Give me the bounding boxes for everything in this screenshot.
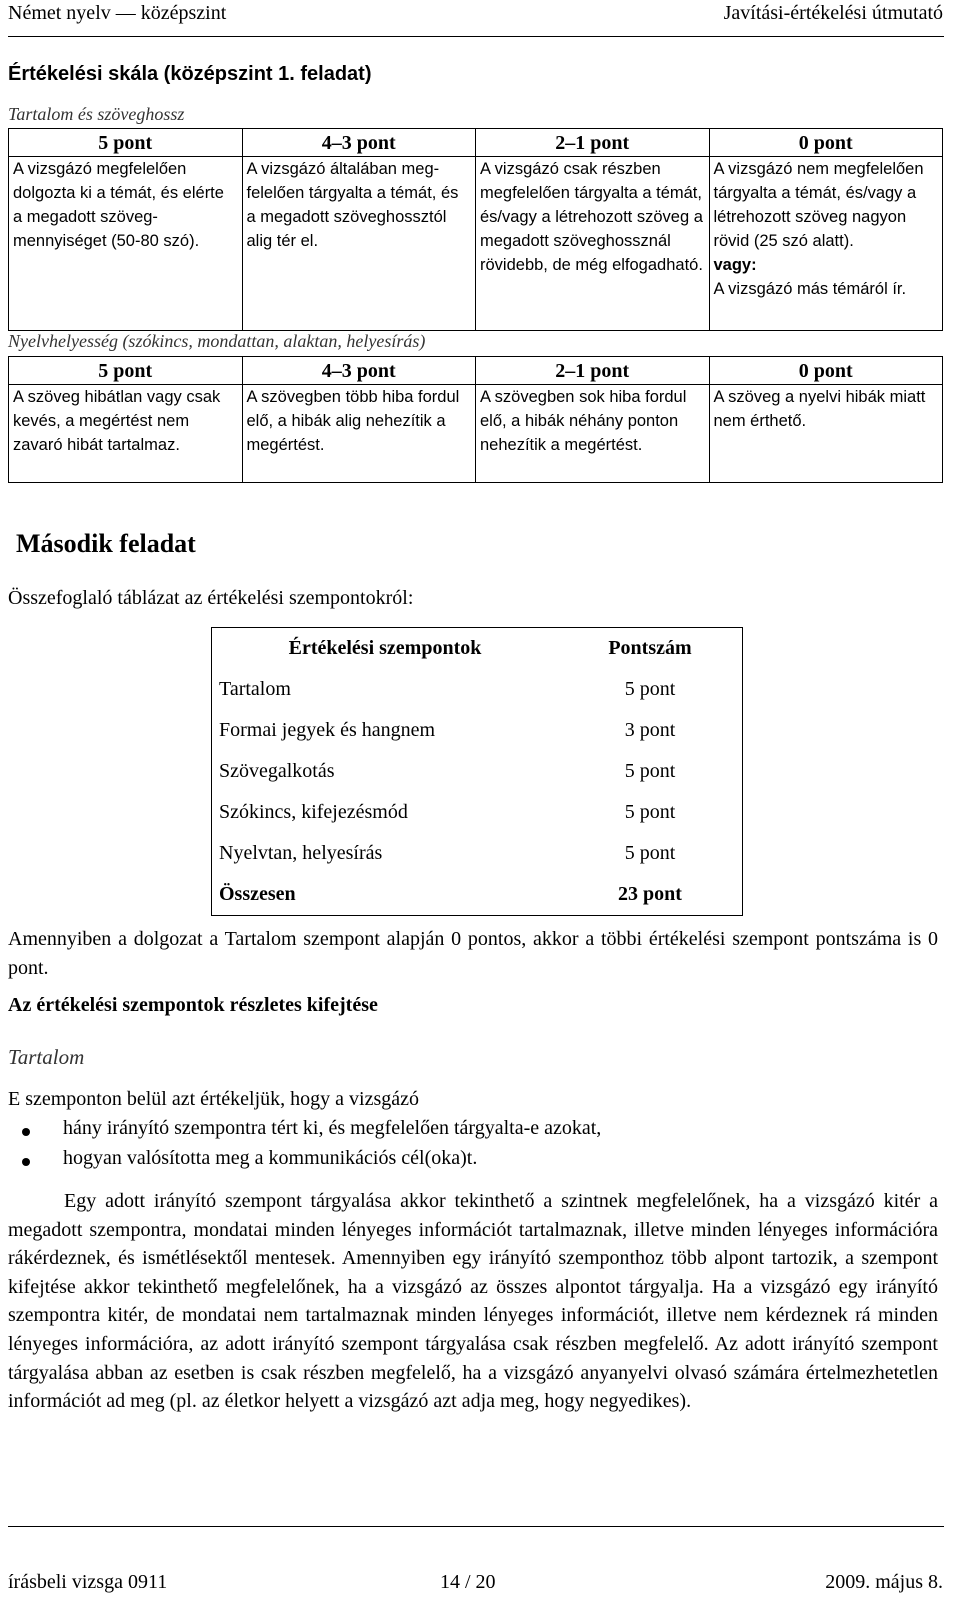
summary-total-points: 23 pont	[618, 883, 682, 905]
language-scale-body-row	[9, 385, 943, 483]
summary-row	[212, 710, 743, 751]
content-scale-table	[8, 128, 943, 331]
content-cell-2-1: A vizsgázó csak részben megfelelően tárgyalta a témát, és/vagy a létrehozott szöveg a megadott szöveghossznál rövidebb, de még elfogadható.	[476, 157, 710, 331]
scale-title: Értékelési skála (középszint 1. feladat)	[8, 63, 372, 85]
language-cell-5: A szöveg hibátlan vagy csak kevés, a megértést nem zavaró hibát tartalmaz.	[9, 385, 243, 483]
content-cell-0-extra: A vizsgázó más témáról ír.	[713, 280, 907, 298]
language-cell-2-1: A szövegben sok hiba fordul elő, a hibák néhány ponton nehezítik a megértést.	[476, 385, 710, 483]
bullet-icon	[22, 1128, 30, 1136]
summary-criterion: Szövegalkotás	[219, 760, 335, 782]
footer-date: 2009. május 8.	[825, 1571, 943, 1593]
summary-total-row	[212, 874, 743, 916]
content-scale-body-row	[9, 157, 943, 331]
summary-header-row	[212, 628, 743, 670]
content-cell-0-or: vagy:	[713, 256, 757, 274]
summary-row	[212, 669, 743, 710]
summary-points: 3 pont	[624, 719, 676, 741]
content-header-4-3: 4–3 pont	[242, 129, 476, 157]
summary-criterion: Formai jegyek és hangnem	[219, 719, 436, 741]
summary-criterion: Szókincs, kifejezésmód	[219, 801, 408, 823]
summary-row	[212, 751, 743, 792]
summary-points: 5 pont	[624, 678, 676, 700]
summary-points: 5 pont	[624, 842, 676, 864]
bullet-text: hány irányító szempontra tért ki, és megfelelően tárgyalta-e azokat,	[63, 1117, 602, 1139]
language-header-2-1: 2–1 pont	[476, 357, 710, 385]
language-header-5: 5 pont	[9, 357, 243, 385]
bullet-icon	[22, 1158, 30, 1166]
summary-row	[212, 833, 743, 874]
bullet-text: hogyan valósította meg a kommunikációs cél(oka)t.	[63, 1147, 478, 1169]
content-cell-0	[709, 157, 943, 331]
language-header-4-3: 4–3 pont	[242, 357, 476, 385]
content-section-label: Tartalom és szöveghossz	[8, 104, 185, 124]
content-header-2-1: 2–1 pont	[476, 129, 710, 157]
language-section-label: Nyelvhelyesség (szókincs, mondattan, alaktan, helyesírás)	[8, 331, 426, 351]
header-right: Javítási-értékelési útmutató	[723, 2, 943, 24]
language-header-0: 0 pont	[709, 357, 943, 385]
summary-criterion: Tartalom	[219, 678, 291, 700]
footer-page-number: 14 / 20	[440, 1571, 496, 1593]
language-cell-4-3: A szövegben több hiba fordul elő, a hibák alig nehezítik a megértést.	[242, 385, 476, 483]
header-left: Német nyelv — középszint	[8, 2, 227, 24]
second-task-title: Második feladat	[16, 529, 196, 558]
content-cell-5: A vizsgázó megfelelően dolgozta ki a témát, és elérte a megadott szövegmennyiséget (50-80 szó).	[9, 157, 243, 331]
summary-table	[211, 627, 743, 916]
summary-row	[212, 792, 743, 833]
summary-points: 5 pont	[624, 801, 676, 823]
summary-header-criteria: Értékelési szempontok	[288, 637, 482, 659]
content-scale-header-row	[9, 129, 943, 157]
tartalom-paragraph: Egy adott irányító szempont tárgyalása akkor tekinthető a szintnek megfelelőnek, ha a vizsgázó kitér a megadott szempontra, mondatai minden lényeges információt tartalmaznak, illetve minden lényeges információra rákérdeznek, és ismétlésektől mentesek. Amennyiben egy irányító szemponthoz több alpont tartozik, a szempont kifejtése akkor tekinthető megfelelőnek, ha a vizsgázó az összes alpontot tárgyalja. Ha a vizsgázó egy irányító szempontra kitér, de mondatai nem tartalmaznak minden lényeges információt, illetve nem kérdeznek rá minden lényeges információra, az adott irányító szempont tárgyalása csak részben megfelelő. Az adott irányító szempont tárgyalása abban az esetben is csak részben megfelelő, ha a vizsgázó anyanyelvi olvasó számára értelmezhetetlen információt ad meg (pl. az életkor helyett a vizsgázó azt adja meg, hogy negyedikes).	[8, 1190, 938, 1413]
summary-total-label: Összesen	[219, 883, 296, 905]
tartalom-note: Amennyiben a dolgozat a Tartalom szempont alapján 0 pontos, akkor a többi értékelési szempont pontszáma is 0 pont.	[8, 928, 938, 979]
tartalom-lead: E szemponton belül azt értékeljük, hogy a vizsgázó	[8, 1088, 419, 1110]
content-header-0: 0 pont	[709, 129, 943, 157]
footer-left: írásbeli vizsga 0911	[8, 1571, 168, 1593]
summary-criterion: Nyelvtan, helyesírás	[219, 842, 383, 864]
language-cell-0: A szöveg a nyelvi hibák miatt nem érthető.	[709, 385, 943, 483]
content-cell-4-3: A vizsgázó általában megfelelően tárgyalta a témát, és a megadott szöveghossztól alig tér el.	[242, 157, 476, 331]
footer-rule	[8, 1526, 944, 1527]
language-scale-header-row	[9, 357, 943, 385]
summary-header-points: Pontszám	[608, 637, 692, 659]
content-header-5: 5 pont	[9, 129, 243, 157]
summary-points: 5 pont	[624, 760, 676, 782]
second-task-intro: Összefoglaló táblázat az értékelési szempontokról:	[8, 587, 414, 609]
tartalom-subheading: Tartalom	[8, 1045, 85, 1069]
language-scale-table	[8, 356, 943, 483]
content-cell-0-text: A vizsgázó nem megfelelően tárgyalta a témát, és/vagy a létrehozott szöveg nagyon rövid (25 szó alatt).	[713, 160, 924, 250]
detail-heading: Az értékelési szempontok részletes kifejtése	[8, 994, 378, 1016]
header-rule	[8, 36, 944, 37]
